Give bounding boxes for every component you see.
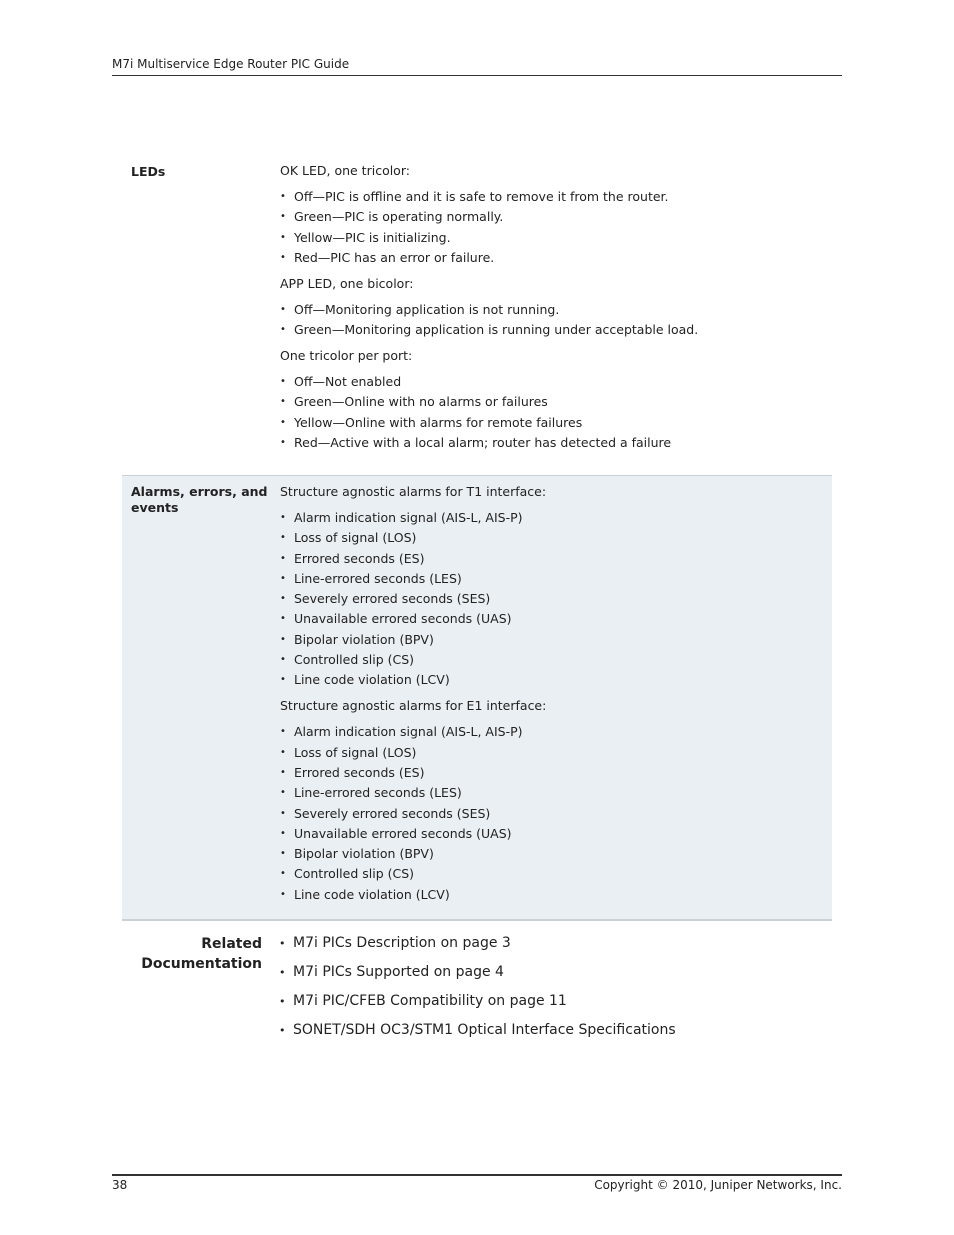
list-item: • Controlled slip (CS) xyxy=(280,652,832,668)
list-item: • Red—Active with a local alarm; router has detected a failure xyxy=(280,435,832,451)
list-item: • Loss of signal (LOS) xyxy=(280,530,832,546)
copyright-notice: Copyright © 2010, Juniper Networks, Inc. xyxy=(594,1178,842,1192)
list-item: • Yellow—Online with alarms for remote failures xyxy=(280,415,832,431)
group-intro: APP LED, one bicolor: xyxy=(280,275,414,291)
list-item: • Line code violation (LCV) xyxy=(280,672,832,688)
list-item: • Alarm indication signal (AIS-L, AIS-P) xyxy=(280,724,832,740)
row-content xyxy=(270,156,832,475)
related-link[interactable]: • M7i PICs Supported on page 4 xyxy=(279,963,676,982)
row-content xyxy=(270,476,832,919)
related-link[interactable]: • M7i PICs Description on page 3 xyxy=(279,934,676,953)
row-label: LEDs xyxy=(131,164,166,179)
list-item: • Green—Monitoring application is running under acceptable load. xyxy=(280,322,832,338)
list-item: • Off—Not enabled xyxy=(280,374,832,390)
list-item: • Bipolar violation (BPV) xyxy=(280,632,832,648)
group-intro: Structure agnostic alarms for T1 interface: xyxy=(280,484,547,499)
list-item: • Errored seconds (ES) xyxy=(280,551,832,567)
list-item: • Line-errored seconds (LES) xyxy=(280,785,832,801)
list-item: • Line code violation (LCV) xyxy=(280,887,832,903)
list-item: • Severely errored seconds (SES) xyxy=(280,591,832,607)
list-item: • Yellow—PIC is initializing. xyxy=(280,230,832,246)
spec-row-leds xyxy=(122,156,832,475)
bullet-list xyxy=(280,510,832,688)
list-item: • Off—PIC is offline and it is safe to remove it from the router. xyxy=(280,189,832,205)
list-item: • Alarm indication signal (AIS-L, AIS-P) xyxy=(280,510,832,526)
header-rule xyxy=(112,75,842,76)
bullet-list xyxy=(280,189,832,266)
list-item: • Loss of signal (LOS) xyxy=(280,745,832,761)
list-item: • Controlled slip (CS) xyxy=(280,866,832,882)
list-item: • Unavailable errored seconds (UAS) xyxy=(280,611,832,627)
related-documentation xyxy=(122,934,832,1050)
spec-table xyxy=(122,156,832,921)
list-item: • Green—PIC is operating normally. xyxy=(280,209,832,225)
related-label-line: Documentation xyxy=(141,956,262,972)
group-intro: OK LED, one tricolor: xyxy=(280,163,410,178)
bullet-list xyxy=(280,302,832,338)
related-link[interactable]: • M7i PIC/CFEB Compatibility on page 11 xyxy=(279,992,676,1011)
related-link[interactable]: • SONET/SDH OC3/STM1 Optical Interface Specifications xyxy=(279,1021,676,1040)
bullet-list xyxy=(280,374,832,451)
related-links-list xyxy=(279,934,676,1050)
list-item: • Severely errored seconds (SES) xyxy=(280,806,832,822)
group-intro: Structure agnostic alarms for E1 interface: xyxy=(280,698,547,714)
footer-rule xyxy=(112,1174,842,1176)
list-item: • Off—Monitoring application is not running. xyxy=(280,302,832,318)
list-item: • Errored seconds (ES) xyxy=(280,765,832,781)
page-header-title: M7i Multiservice Edge Router PIC Guide xyxy=(112,57,350,71)
list-item: • Green—Online with no alarms or failures xyxy=(280,394,832,410)
list-item: • Unavailable errored seconds (UAS) xyxy=(280,826,832,842)
spec-row-alarms xyxy=(122,475,832,921)
related-label-line: Related xyxy=(201,936,262,952)
list-item: • Red—PIC has an error or failure. xyxy=(280,250,832,266)
page-number: 38 xyxy=(112,1178,128,1192)
row-label: Alarms, errors, and events xyxy=(131,484,268,515)
list-item: • Line-errored seconds (LES) xyxy=(280,571,832,587)
list-item: • Bipolar violation (BPV) xyxy=(280,846,832,862)
related-documentation-label xyxy=(122,934,262,1050)
bullet-list xyxy=(280,724,832,902)
group-intro: One tricolor per port: xyxy=(280,348,413,364)
